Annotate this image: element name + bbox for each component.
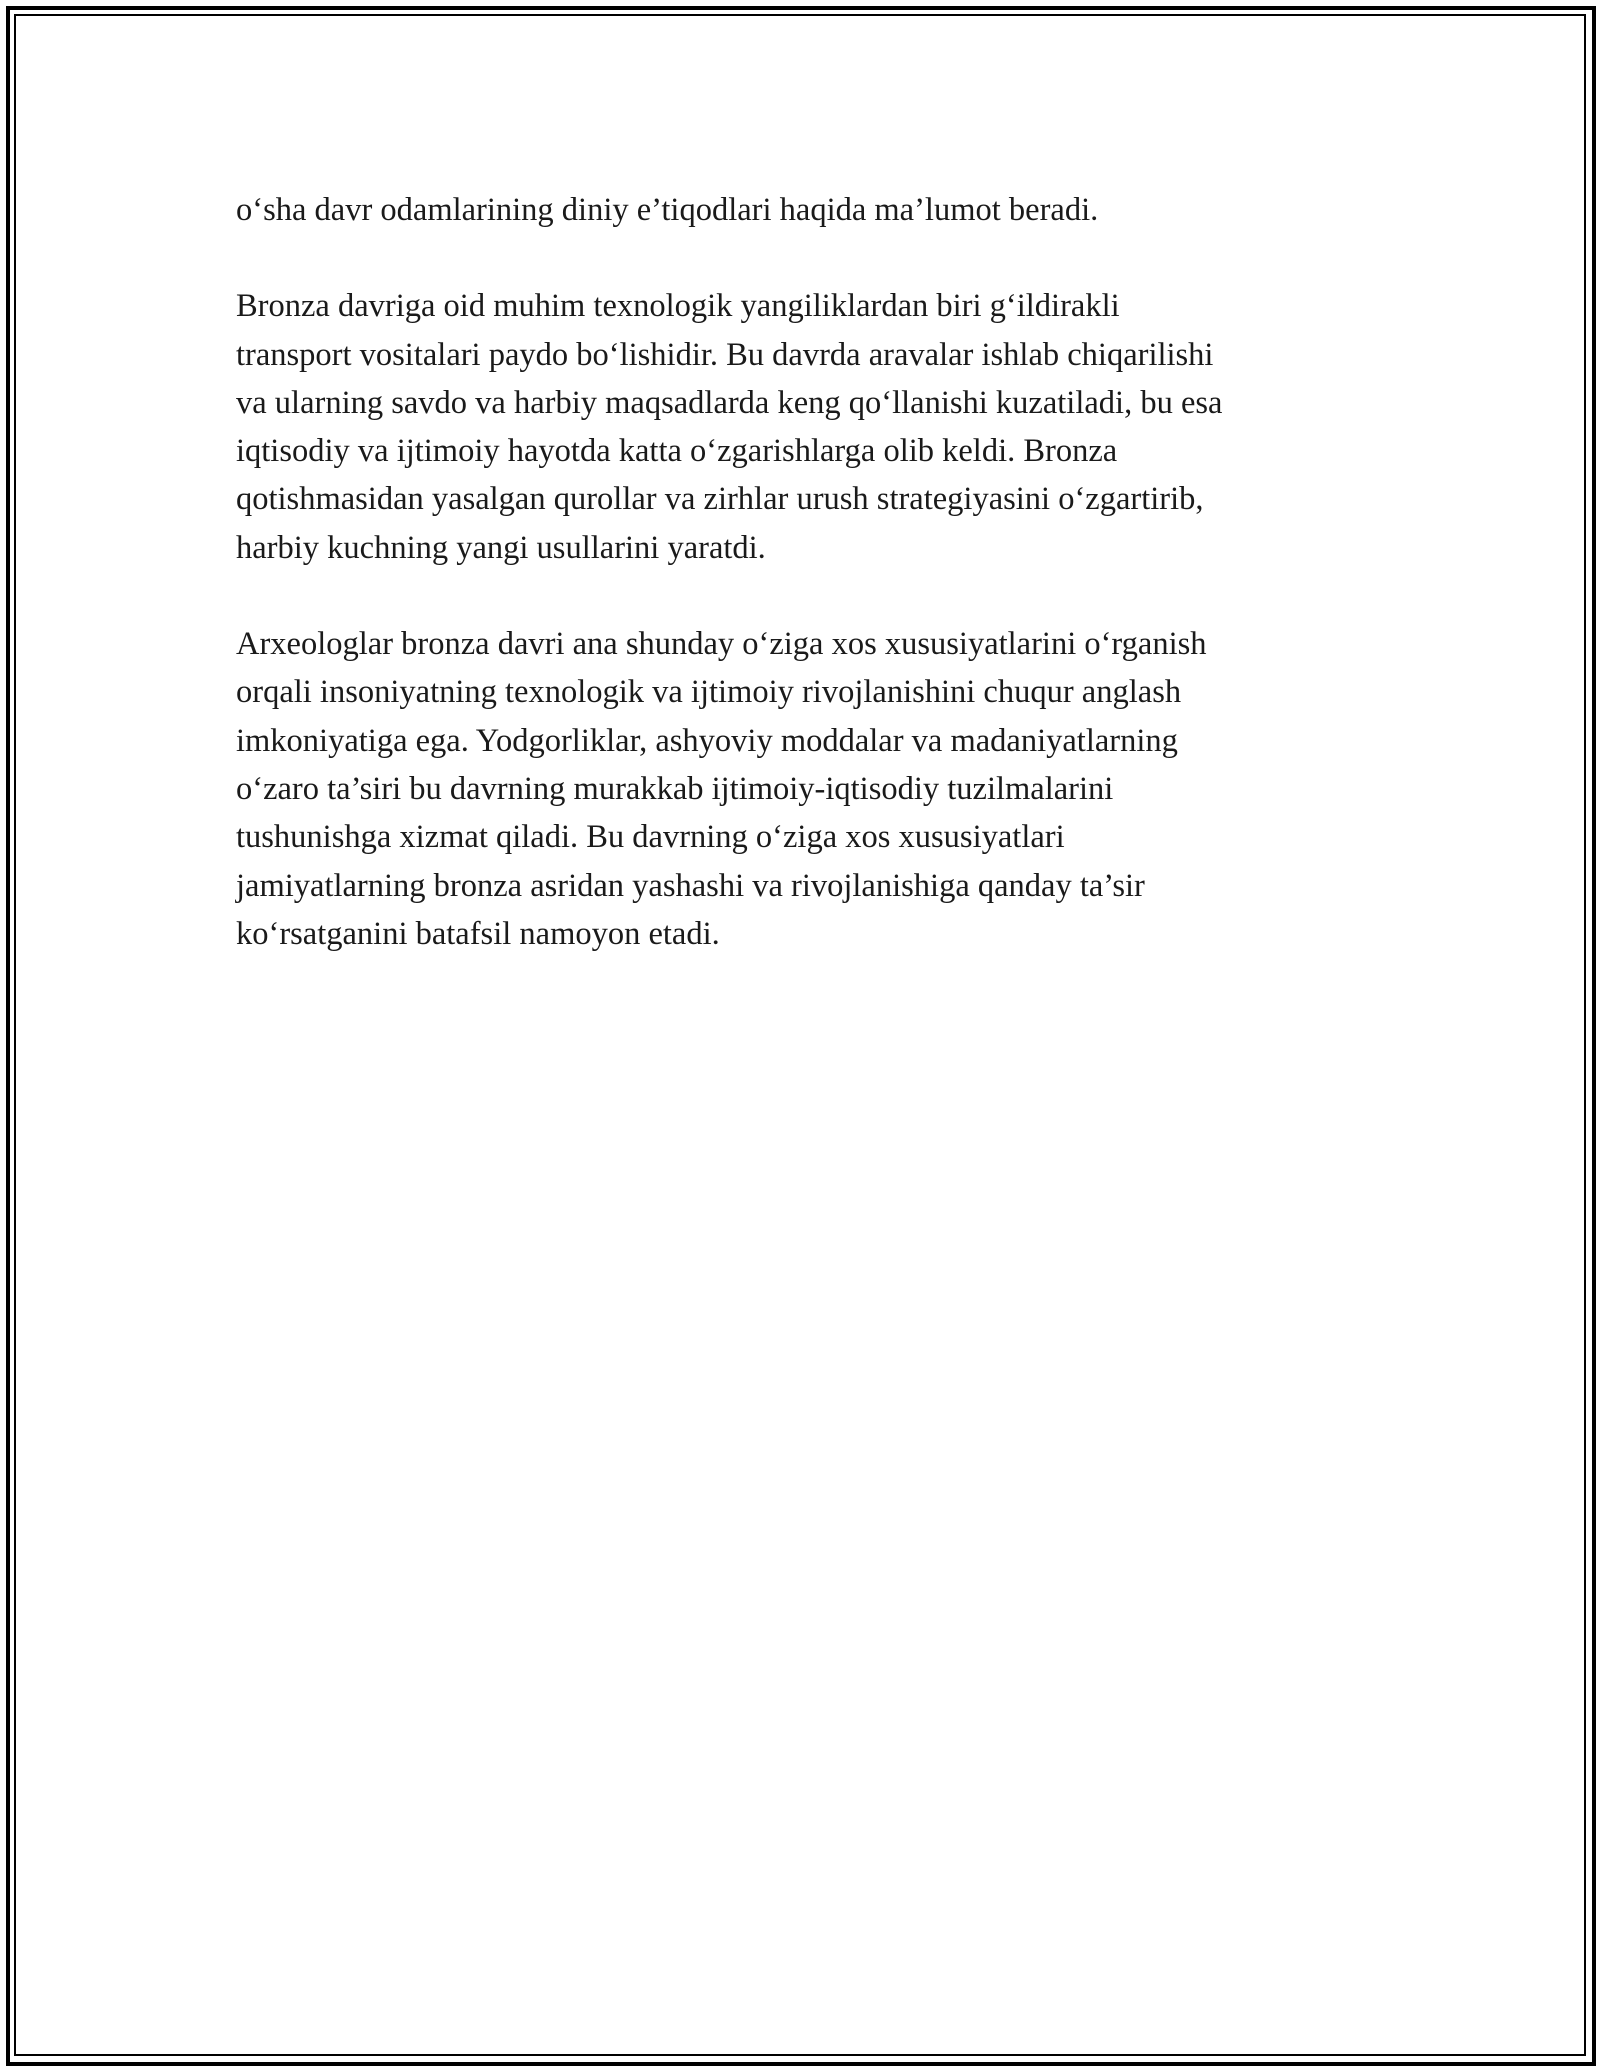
text-line: orqali insoniyatning texnologik va ijtimoiy rivojlanishini chuqur anglash xyxy=(236,674,1182,711)
text-line: imkoniyatiga ega. Yodgorliklar, ashyoviy moddalar va madaniyatlarning xyxy=(236,722,1178,759)
text-line: o‘zaro ta’siri bu davrning murakkab ijtimoiy-iqtisodiy tuzilmalarini xyxy=(236,770,1114,807)
text-line: qotishmasidan yasalgan qurollar va zirhlar urush strategiyasini o‘zgartirib, xyxy=(236,481,1204,518)
text-line: Arxeologlar bronza davri ana shunday o‘ziga xos xususiyatlarini o‘rganish xyxy=(236,626,1207,663)
text-line: iqtisodiy va ijtimoiy hayotda katta o‘zgarishlarga olib keldi. Bronza xyxy=(236,433,1118,470)
paragraph-1 xyxy=(236,186,1376,234)
paragraph-2 xyxy=(236,282,1376,572)
paragraph-3 xyxy=(236,620,1376,958)
text-line: harbiy kuchning yangi usullarini yaratdi. xyxy=(236,529,766,566)
text-line: tushunishga xizmat qiladi. Bu davrning o‘ziga xos xususiyatlari xyxy=(236,819,1065,856)
text-line: o‘sha davr odamlarining diniy e’tiqodlari haqida ma’lumot beradi. xyxy=(236,192,1099,228)
text-line: transport vositalari paydo bo‘lishidir. Bu davrda aravalar ishlab chiqarilishi xyxy=(236,336,1214,373)
text-line: ko‘rsatganini batafsil namoyon etadi. xyxy=(236,915,720,952)
document-body xyxy=(236,186,1376,1006)
text-line: jamiyatlarning bronza asridan yashashi va rivojlanishiga qanday ta’sir xyxy=(236,867,1145,904)
text-line: Bronza davriga oid muhim texnologik yangiliklardan biri g‘ildirakli xyxy=(236,288,1120,325)
text-line: va ularning savdo va harbiy maqsadlarda keng qo‘llanishi kuzatiladi, bu esa xyxy=(236,384,1223,421)
